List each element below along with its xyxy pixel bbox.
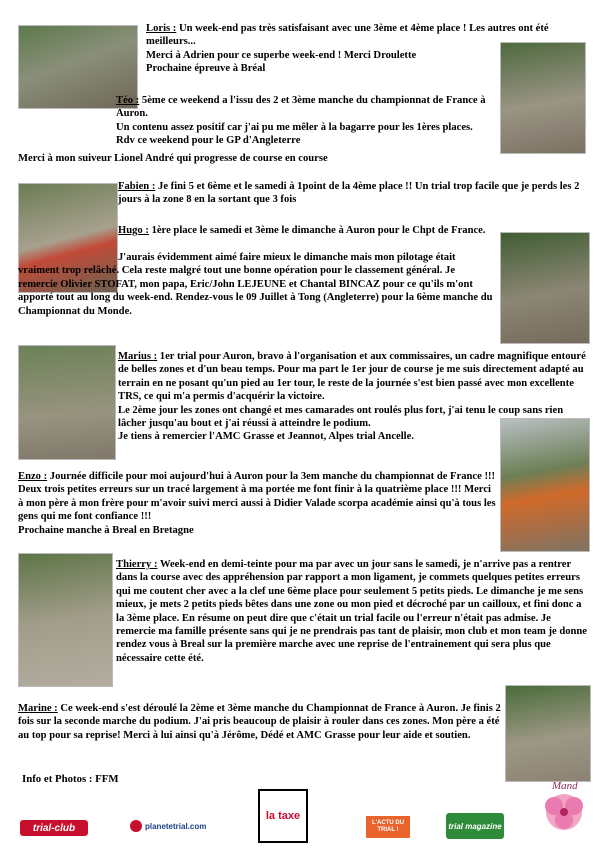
rider-line: Un contenu assez positif car j'ai pu me mêler à la bagarre pour les 1ères places. Rdv ce weekend pour le GP d'Angleterre xyxy=(116,121,473,147)
rider-line: Merci à Adrien pour ce superbe week-end ! Merci Droulette xyxy=(146,49,417,61)
la-taxe-logo: la taxe xyxy=(258,789,308,843)
rider-teo-thanks xyxy=(18,152,498,165)
rider-enzo xyxy=(18,470,496,537)
rider-text: Je fini 5 et 6ème et le samedi à 1point de la 4ème place !! Un trial trop facile que je perds les 2 jours à la zone 8 en la sortant que 3 fois xyxy=(118,181,580,206)
rider-name: Enzo : xyxy=(18,471,48,482)
trial-club-logo: trial-club xyxy=(20,820,88,836)
rider-line: Prochaine manche à Breal en Bretagne xyxy=(18,524,194,536)
mand-logo: Mand xyxy=(540,780,588,838)
rider-marius xyxy=(118,350,588,444)
rider-text: Journée difficile pour moi aujourd'hui à Auron pour la 3em manche du championnat de France !!! Deux trois petites erreurs sur un tracé largement à ma portée me font finir à la quatrième place !!! Merci à mon père à mon frère pour m'avoir suivi merci aussi à Didier Valade scorpa académie ainsi qu'à tous les gens qui me font confiance !!! xyxy=(18,471,496,523)
photo-marius xyxy=(18,345,116,460)
rider-name: Hugo : xyxy=(118,225,149,236)
rider-name: Fabien : xyxy=(118,181,156,192)
photo-hugo xyxy=(500,232,590,344)
rider-line: J'aurais évidemment aimé faire mieux le dimanche mais mon pilotage était vraiment trop relâché. Cela reste malgré tout une bonne opération pour le classement général. Je remercie Olivier STOFAT, mon papa, Eric/John LEJEUNE et Chantal BINCAZ pour ce qu'ils m'ont apporté tout au long du week-end. Rendez-vous le 09 Juillet à Tong (Angleterre) pour la 6ème manche du Championnat du Monde. xyxy=(18,252,493,317)
rider-line: Le 2ème jour les zones ont changé et mes camarades ont roulés plus fort, j'ai tenu le coup sans rien lâcher jusqu'au bout et j'ai réussi à atteindre le podium. xyxy=(118,404,564,430)
rider-hugo-body xyxy=(18,251,496,318)
photo-thierry xyxy=(18,553,113,687)
rider-text: Week-end en demi-teinte pour ma par avec un jour sans le samedi, je n'arrive pas a rentrer dans la course avec des appréhension par rapport a mon ligament, je commets quelques petites erreurs qui me coutent cher avec a la clef une 6ème place pour seulement 5 petits pieds. Le dimanche je me sens mieux, je mets 2 petits pieds bêtes dans une zone ou mon pied et décroché par un cailloux, et fini donc a la 3ème place. En résume on peut dire que c'était un trial facile ou l'erreur n'était pas admise. Je remercie ma famille présente sans qui je ne prendrais pas tant de plaisir, mon club et mon team je donne rendez vous à Breal sur la première marche avec une reprise de l'entrainement qui sera plus que nécessaire cette été. xyxy=(116,559,588,664)
photo-marine xyxy=(505,685,591,782)
rider-name: Marius : xyxy=(118,351,158,362)
rider-text: Ce week-end s'est déroulé la 2ème et 3ème manche du Championnat de France à Auron. Je finis 2 fois sur la seconde marche du podium. J'ai pris beaucoup de plaisir à rouler dans ces zones. Mon père a été au top pour sa reprise! Merci à lui ainsi qu'à Jérôme, Dédé et AMC Grasse pour leur aide et soutien. xyxy=(18,703,501,741)
rider-text: 1er trial pour Auron, bravo à l'organisation et aux commissaires, un cadre magnifique entouré de belles zones et d'un beau temps. Pour ma part le 1er jour de course je me suis directement adapté au terrain en ne posant qu'un pied au 1er tour, le reste de la journée s'est bien passé avec mon excellente TRS, ce qui m'a permis d'acquérir la victoire. xyxy=(118,351,586,403)
planet-icon xyxy=(130,820,142,832)
rider-marine xyxy=(18,702,502,742)
rider-name: Marine : xyxy=(18,703,58,714)
rider-name: Loris : xyxy=(146,23,177,34)
photo-credit: Info et Photos : FFM xyxy=(22,773,119,785)
trial-magazine-logo: trial magazine xyxy=(446,813,504,839)
rider-name: Téo : xyxy=(116,95,140,106)
rider-fabien xyxy=(118,180,588,207)
rider-line: Merci à mon suiveur Lionel André qui progresse de course en course xyxy=(18,153,328,164)
rider-thierry xyxy=(116,558,590,665)
rider-name: Thierry : xyxy=(116,559,158,570)
rider-text: 1ère place le samedi et 3ème le dimanche à Auron pour le Chpt de France. xyxy=(151,225,486,236)
rider-text: 5ème ce weekend a l'issu des 2 et 3ème manche du championnat de France à Auron. xyxy=(116,95,486,120)
rider-loris xyxy=(146,22,586,76)
rider-teo xyxy=(116,94,492,148)
rider-text: Un week-end pas très satisfaisant avec une 3ème et 4ème place ! Les autres ont été meilleurs... xyxy=(146,23,549,48)
actu-trial-logo: L'ACTU DU TRIAL ! xyxy=(366,816,410,838)
rider-line: Prochaine épreuve à Bréal xyxy=(146,63,266,75)
planetetrial-logo: planetetrial.com xyxy=(130,815,212,837)
rider-hugo xyxy=(118,224,496,237)
rider-line: Je tiens à remercier l'AMC Grasse et Jeannot, Alpes trial Ancelle. xyxy=(118,431,414,443)
